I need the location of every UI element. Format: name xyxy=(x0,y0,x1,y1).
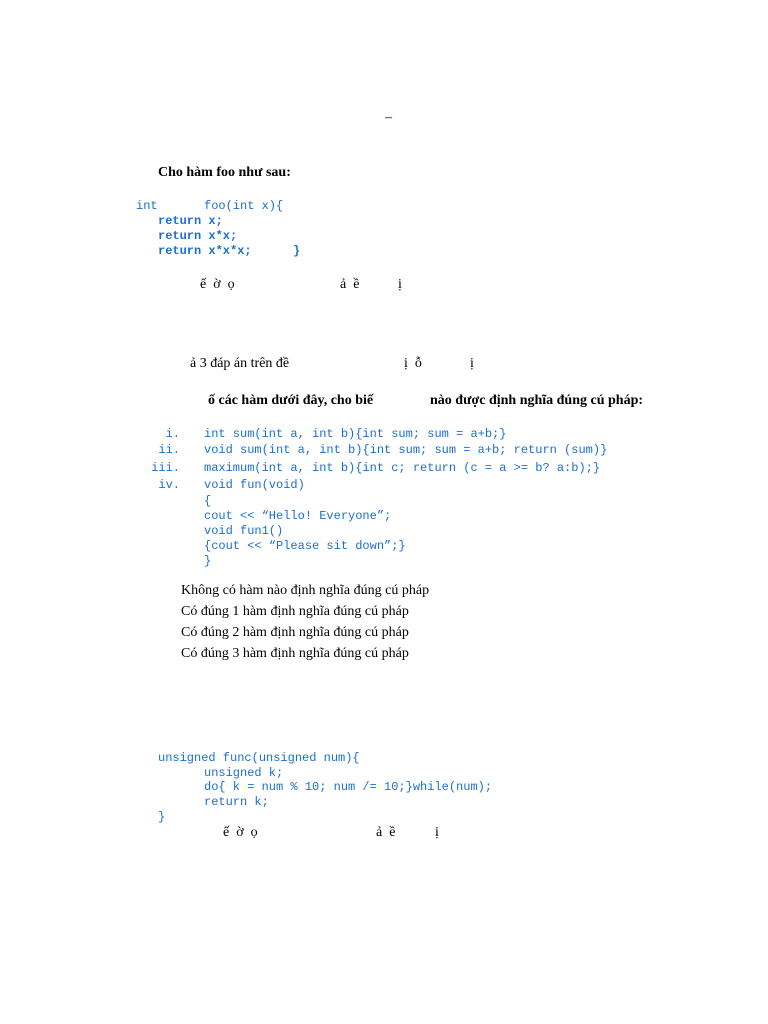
q2-prompt-b: nào được định nghĩa đúng cú pháp: xyxy=(430,393,644,408)
q2-option: Có đúng 3 hàm định nghĩa đúng cú pháp xyxy=(181,646,409,661)
q2-option: Không có hàm nào định nghĩa đúng cú pháp xyxy=(181,583,430,598)
q2-item-code: void fun(void) xyxy=(204,478,305,492)
q1-prompt: Cho hàm foo như sau: xyxy=(158,165,291,180)
q2-iv-line: cout << “Hello! Everyone”; xyxy=(204,509,392,523)
q2-item-code: int sum(int a, int b){int sum; sum = a+b;} xyxy=(204,427,507,441)
q2-iv-line: } xyxy=(204,554,212,568)
q2-item-code: void sum(int a, int b){int sum; sum = a+b; return (sum)} xyxy=(204,443,608,457)
q1-fragment-b: ả ề xyxy=(340,277,360,292)
q1-answer-text-a: ả 3 đáp án trên đề xyxy=(190,356,290,371)
q1-answer-text-b: ị ỗ xyxy=(404,356,422,371)
q2-option: Có đúng 1 hàm định nghĩa đúng cú pháp xyxy=(181,604,409,619)
q1-code-line-2: return x; xyxy=(158,214,223,228)
q1-fragment-a: ế ờ ọ xyxy=(200,277,235,292)
q1-code-line-3: return x*x; xyxy=(158,229,238,243)
q2-item-number: iii. xyxy=(151,461,180,475)
q1-code-line-1-type: int xyxy=(136,199,158,213)
q3-fragment-a: ế ờ ọ xyxy=(223,825,258,840)
q2-item-number: ii. xyxy=(158,443,180,457)
q3-code-line-3: do{ k = num % 10; num /= 10;}while(num); xyxy=(204,780,493,794)
header-mark: – xyxy=(385,110,392,125)
q2-prompt-a: ố các hàm dưới đây, cho biế xyxy=(208,393,374,408)
q1-code-line-4: return x*x*x; xyxy=(158,244,252,258)
q3-fragment-b: ả ề xyxy=(376,825,396,840)
q3-fragment-c: ị xyxy=(435,825,439,840)
q2-item-code: maximum(int a, int b){int c; return (c = a >= b? a:b);} xyxy=(204,461,601,475)
q2-option: Có đúng 2 hàm định nghĩa đúng cú pháp xyxy=(181,625,409,640)
q1-code-line-1-signature: foo(int x){ xyxy=(204,199,284,213)
q3-code-line-4: return k; xyxy=(204,795,269,809)
q1-answer-text-c: ị xyxy=(470,356,474,371)
q2-item-number: iv. xyxy=(158,478,180,492)
q2-item-number: i. xyxy=(165,427,180,441)
q2-iv-line: {cout << “Please sit down”;} xyxy=(204,539,406,553)
q3-code-line-2: unsigned k; xyxy=(204,766,284,780)
q2-iv-line: { xyxy=(204,494,212,508)
q2-iv-line: void fun1() xyxy=(204,524,284,538)
q3-code-line-5: } xyxy=(158,810,166,824)
q1-fragment-c: ị xyxy=(398,277,402,292)
q1-code-close-brace: } xyxy=(293,244,301,258)
q3-code-line-1: unsigned func(unsigned num){ xyxy=(158,751,360,765)
